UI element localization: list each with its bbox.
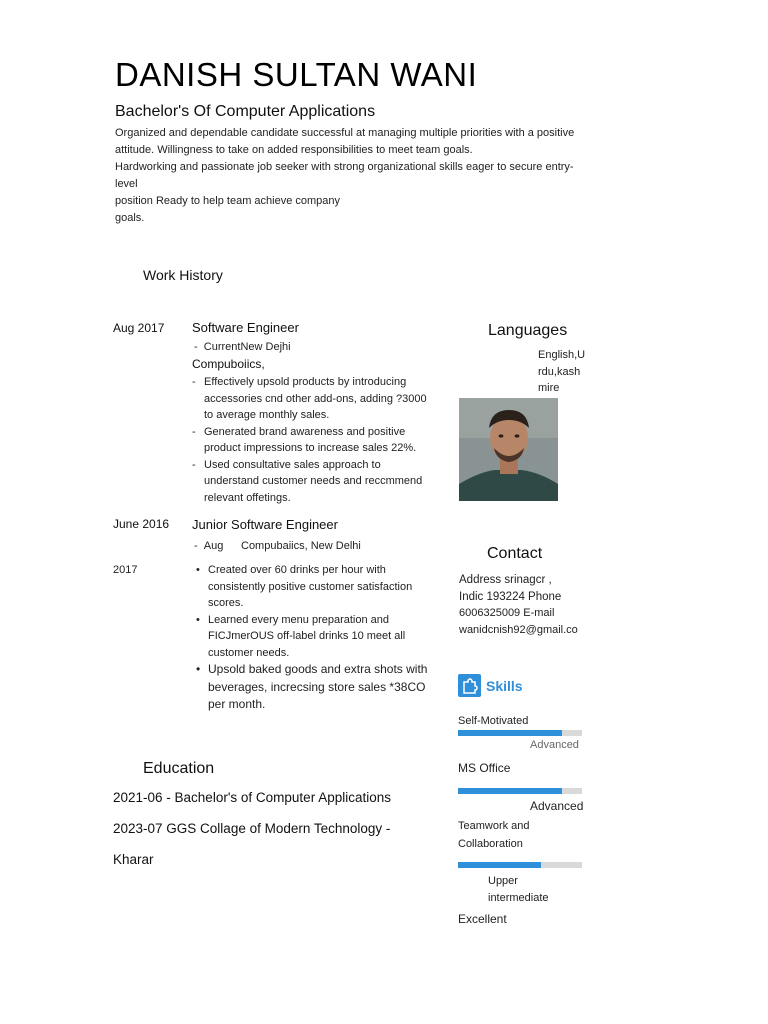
skill-level-bar <box>458 788 582 794</box>
list-item: - Used consultative sales approach to understand customer needs and reccmmend relevant offetings. <box>192 457 432 507</box>
bullet-line: consistently positive customer satisfaction <box>208 580 413 593</box>
summary-line: level <box>115 178 138 190</box>
summary-line: position Ready to help team achieve company <box>115 195 341 207</box>
bullet-line: Created over 60 drinks per hour with <box>208 564 386 576</box>
contact-heading: Contact <box>487 545 543 562</box>
job-date: Aug 2017 <box>113 321 165 335</box>
summary-line: attitude. Willingness to take on added responsibilities to meet team goals. <box>115 144 473 156</box>
job-location: - CurrentNew Dejhi <box>194 341 291 353</box>
job-title: Junior Software Engineer <box>192 517 338 532</box>
languages-list <box>538 347 585 397</box>
contact-line: Indic 193224 Phone <box>459 590 562 603</box>
skill-level-bar <box>458 862 582 868</box>
contact-line: 6006325009 E-mail <box>459 607 555 619</box>
skill-name-line: Teamwork and <box>458 820 530 832</box>
bullet-line: Learned every menu preparation and <box>208 613 390 626</box>
skill-name: MS Office <box>458 761 511 775</box>
education-line: 2023-07 GGS Collage of Modern Technology - <box>113 821 391 836</box>
puzzle-icon <box>458 674 481 697</box>
profile-summary <box>115 125 575 227</box>
job-location-text: CurrentNew Dejhi <box>203 341 291 353</box>
list-item: • Created over 60 drinks per hour with consistently positive customer satisfaction scores. <box>196 562 436 612</box>
profile-photo <box>459 398 558 501</box>
list-item: - Generated brand awareness and positive product impressions to increase sales 22%. <box>192 424 432 457</box>
job-bullets <box>196 562 436 714</box>
summary-line: Organized and dependable candidate successful at managing multiple priorities with a positive <box>115 127 575 139</box>
bullet-line: Effectively upsold products by introducing <box>204 376 407 388</box>
job-bullets <box>192 374 432 506</box>
bullet-line: Used consultative sales approach to <box>204 458 381 471</box>
candidate-name: DANISH SULTAN WANI <box>115 56 478 93</box>
summary-line: goals. <box>115 212 145 224</box>
work-history-heading: Work History <box>143 267 223 283</box>
skill-level-line: intermediate <box>488 891 549 904</box>
skill-level-fill <box>458 730 562 736</box>
education-line: 2021-06 - Bachelor's of Computer Applications <box>113 790 391 805</box>
job-location: - Aug <box>194 540 224 552</box>
skill-level-label <box>488 873 549 906</box>
skill-name <box>458 818 530 852</box>
skill-level-line: Upper <box>488 875 518 887</box>
languages-line: mire <box>538 382 560 394</box>
skill-level-bar <box>458 730 582 736</box>
skill-name: Self-Motivated <box>458 715 529 727</box>
bullet-line: relevant offetings. <box>204 491 291 504</box>
bullet-line: Upsold baked goods and extra shots with <box>208 662 428 676</box>
contact-line: wanidcnish92@gmail.co <box>459 623 578 636</box>
skills-heading <box>458 674 522 700</box>
education-heading: Education <box>143 760 215 777</box>
bullet-line: accessories cnd other add-ons, adding ?3000 <box>204 392 427 405</box>
degree-title: Bachelor's Of Computer Applications <box>115 103 376 120</box>
skill-name-line: Collaboration <box>458 837 523 850</box>
job-end-year: 2017 <box>113 564 138 576</box>
bullet-line: to average monthly sales. <box>204 409 330 421</box>
bullet-line: beverages, increcsing store sales *38CO <box>208 679 426 694</box>
bullet-line: customer needs. <box>208 646 290 659</box>
bullet-line: scores. <box>208 597 244 609</box>
bullet-line: per month. <box>208 697 266 711</box>
job-month: Aug <box>203 540 224 552</box>
languages-heading: Languages <box>488 322 568 339</box>
skill-level-label: Advanced <box>530 739 579 751</box>
job-title: Software Engineer <box>192 320 299 335</box>
skill-extra: Excellent <box>458 912 507 926</box>
bullet-line: product impressions to increase sales 22%. <box>204 442 417 454</box>
job-company: Compubaiics, New Delhi <box>241 540 361 552</box>
bullet-line: understand customer needs and reccmmend <box>204 475 423 487</box>
skill-level-label: Advanced <box>530 799 584 813</box>
contact-line: Address srinagcr , <box>459 574 552 586</box>
job-company: Compuboiics, <box>192 357 265 371</box>
bullet-line: Generated brand awareness and positive <box>204 425 406 438</box>
languages-line: rdu,kash <box>538 365 581 378</box>
contact-details <box>459 572 578 638</box>
list-item: • Learned every menu preparation and FICJmerOUS off-label drinks 10 meet all customer needs. <box>196 612 436 662</box>
skill-level-fill <box>458 862 541 868</box>
languages-line: English,U <box>538 349 586 361</box>
list-item: • Upsold baked goods and extra shots with beverages, increcsing store sales *38CO per month. <box>196 661 436 714</box>
list-item: - Effectively upsold products by introducing accessories cnd other add-ons, adding ?3000 to average monthly sales. <box>192 374 432 424</box>
bullet-line: FICJmerOUS off-label drinks 10 meet all <box>208 630 406 642</box>
skill-level-fill <box>458 788 562 794</box>
education-line: Kharar <box>113 852 154 867</box>
job-date: June 2016 <box>113 517 170 531</box>
skills-heading-label: Skills <box>486 678 523 694</box>
summary-line: Hardworking and passionate job seeker with strong organizational skills eager to secure entry- <box>115 161 574 173</box>
